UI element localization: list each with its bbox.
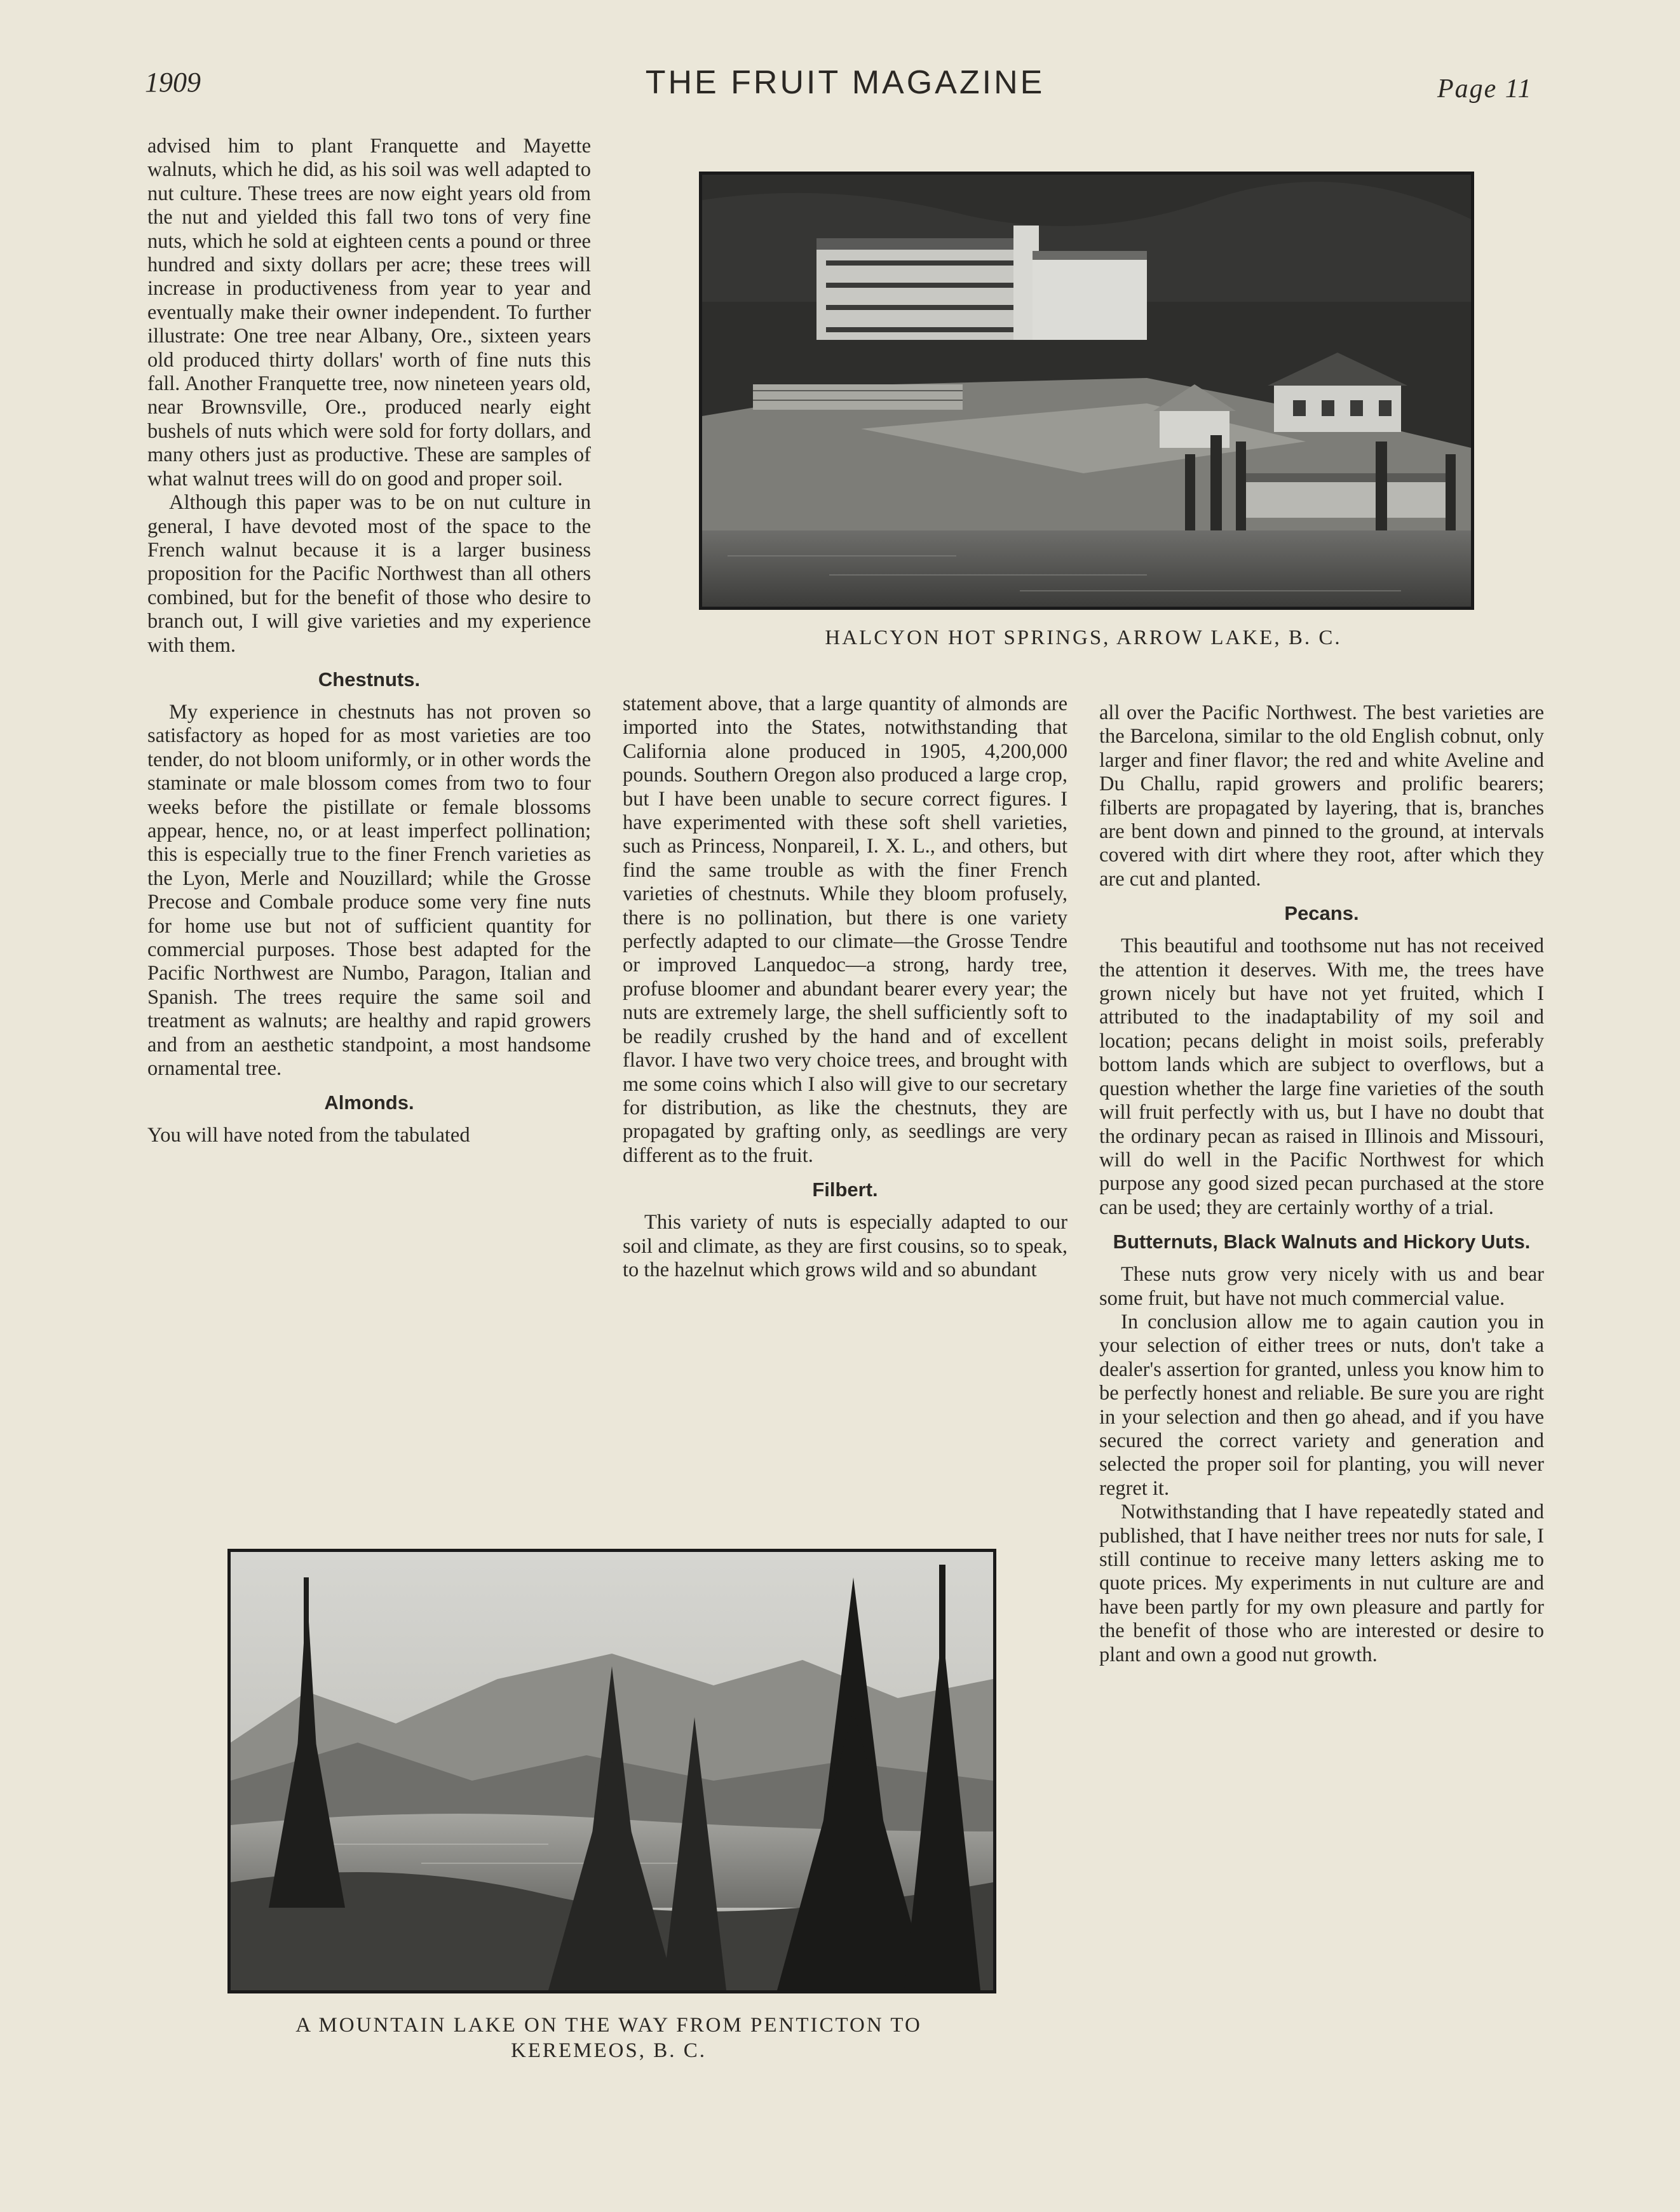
paragraph: This variety of nuts is especially adapted to our soil and climate, as they are first cousins, so to speak, to the hazelnut which grows wild and so abundant: [623, 1211, 1067, 1281]
photo-halcyon-illustration: [702, 175, 1471, 607]
paragraph: statement above, that a large quantity of almonds are imported into the States, notwithstanding that California alone produced in 1905, 4,200,000 pounds. Southern Oregon also produced a large crop, but I have been unable to secure correct figures. I have experimented with these soft shell varieties, such as Princess, Nonpareil, I. X. L., and others, but find the same trouble as with the finer French varieties of chestnuts. While they bloom profusely, there is no pollination, but there is one variety perfectly adapted to our climate—the Grosse Tendre or improved Lanquedoc—a strong, hardy tree, profuse bloomer and abundant bearer every year; the nuts are extremely large, the shell sufficiently soft to be readily crushed by the hand and of excellent flavor. I have two very choice trees, and brought with me some coins which I also will give to our secretary for distribution, as like the chestnuts, they are propagated by grafting only, as seedlings are very different as to the fruit.: [623, 692, 1067, 1167]
section-heading-pecans: Pecans.: [1284, 902, 1359, 925]
paragraph: You will have noted from the tabulated: [147, 1124, 470, 1147]
column-2: [623, 692, 1067, 1282]
paragraph: In conclusion allow me to again caution you in your selection of either trees or nuts, don't take a dealer's assertion for granted, unless you know him to be perfectly honest and reliable. Be sure you are right in your selection and then go ahead, and if you have secured the correct variety and generation and selected the proper soil for planting, you will never regret it.: [1099, 1310, 1544, 1500]
paragraph: Notwithstanding that I have repeatedly stated and published, that I have neither trees nor nuts for sale, I still continue to receive many letters asking me to quote prices. My experiments in nut culture are and have been partly for my own pleasure and partly for the benefit of those who are interested or desire to plant and own a good nut growth.: [1099, 1501, 1544, 1666]
magazine-title: THE FRUIT MAGAZINE: [645, 64, 1045, 101]
photo-halcyon-hot-springs: [699, 172, 1474, 610]
photo-caption-bottom: A MOUNTAIN LAKE ON THE WAY FROM PENTICTON TO KEREMEOS, B. C.: [295, 2014, 922, 2062]
paragraph: My experience in chestnuts has not proven so satisfactory as hoped for as most varieties are too tender, do not bloom uniformly, or in other words the staminate or male blossom comes from two to four weeks before the pistillate or female blossoms appear, hence, no, or at least imperfect pollination; this is especially true to the finer French varieties as the Lyon, Merle and Nouzillard; while the Grosse Precose and Combale produce some very fine nuts for home use but not of sufficient quantity for commercial purposes. Those best adapted for the Pacific Northwest are Numbo, Paragon, Italian and Spanish. The trees require the same soil and treatment as walnuts; are healthy and rapid growers and from an aesthetic standpoint, a most handsome ornamental tree.: [147, 700, 591, 1081]
section-heading-almonds: Almonds.: [324, 1091, 414, 1114]
paragraph: advised him to plant Franquette and Mayette walnuts, which he did, as his soil was well adapted to nut culture. These trees are now eight years old from the nut and yielded this fall two tons of very fine nuts, which he sold at eighteen cents a pound or three hundred and sixty dollars per acre; these trees will increase in productiveness from year to year and eventually make their owner independent. To further illustrate: One tree near Albany, Ore., sixteen years old produced thirty dollars' worth of fine nuts this fall. Another Franquette tree, now nineteen years old, near Brownsville, Ore., produced nearly eight bushels of nuts which were sold for forty dollars, and many others just as productive. These are samples of what walnut trees will do on good and proper soil.: [147, 135, 591, 490]
section-heading-butternuts: Butternuts, Black Walnuts and Hickory Uuts.: [1113, 1231, 1531, 1253]
photo-mountain-lake-illustration: [231, 1552, 993, 1990]
column-1: [147, 135, 591, 1148]
header-year: 1909: [145, 67, 201, 98]
column-3: [1099, 701, 1544, 1667]
paragraph: These nuts grow very nicely with us and bear some fruit, but have not much commercial value.: [1099, 1263, 1544, 1310]
paragraph: This beautiful and toothsome nut has not received the attention it deserves. With me, the trees have grown nicely but have not yet fruited, which I attributed to the inadaptability of my soil and location; pecans delight in moist soils, preferably bottom lands which are subject to overflows, but a question whether the large fine varieties of the south will fruit perfectly with us, but I have no doubt that the ordinary pecan as raised in Illinois and Missouri, will do well in the Pacific Northwest for which purpose any good sized pecan purchased at the store can be used; they are certainly worthy of a trial.: [1099, 934, 1544, 1219]
section-heading-chestnuts: Chestnuts.: [318, 668, 421, 691]
section-heading-filbert: Filbert.: [812, 1178, 878, 1201]
photo-mountain-lake: [227, 1549, 996, 1993]
paragraph: all over the Pacific Northwest. The best varieties are the Barcelona, similar to the old English cobnut, only larger and finer flavor; the red and white Aveline and Du Challu, rapid growers and prolific bearers; filberts are propagated by layering, that is, branches are bent down and pinned to the ground, at intervals covered with dirt where they root, after which they are cut and planted.: [1099, 701, 1544, 891]
paragraph: Although this paper was to be on nut culture in general, I have devoted most of the space to the French walnut because it is a larger business proposition for the Pacific Northwest than all others combined, but for the benefit of those who desire to branch out, I will give varieties and my experience with them.: [147, 491, 591, 657]
page-number: Page 11: [1437, 74, 1533, 104]
photo-caption-top: HALCYON HOT SPRINGS, ARROW LAKE, B. C.: [825, 626, 1342, 649]
